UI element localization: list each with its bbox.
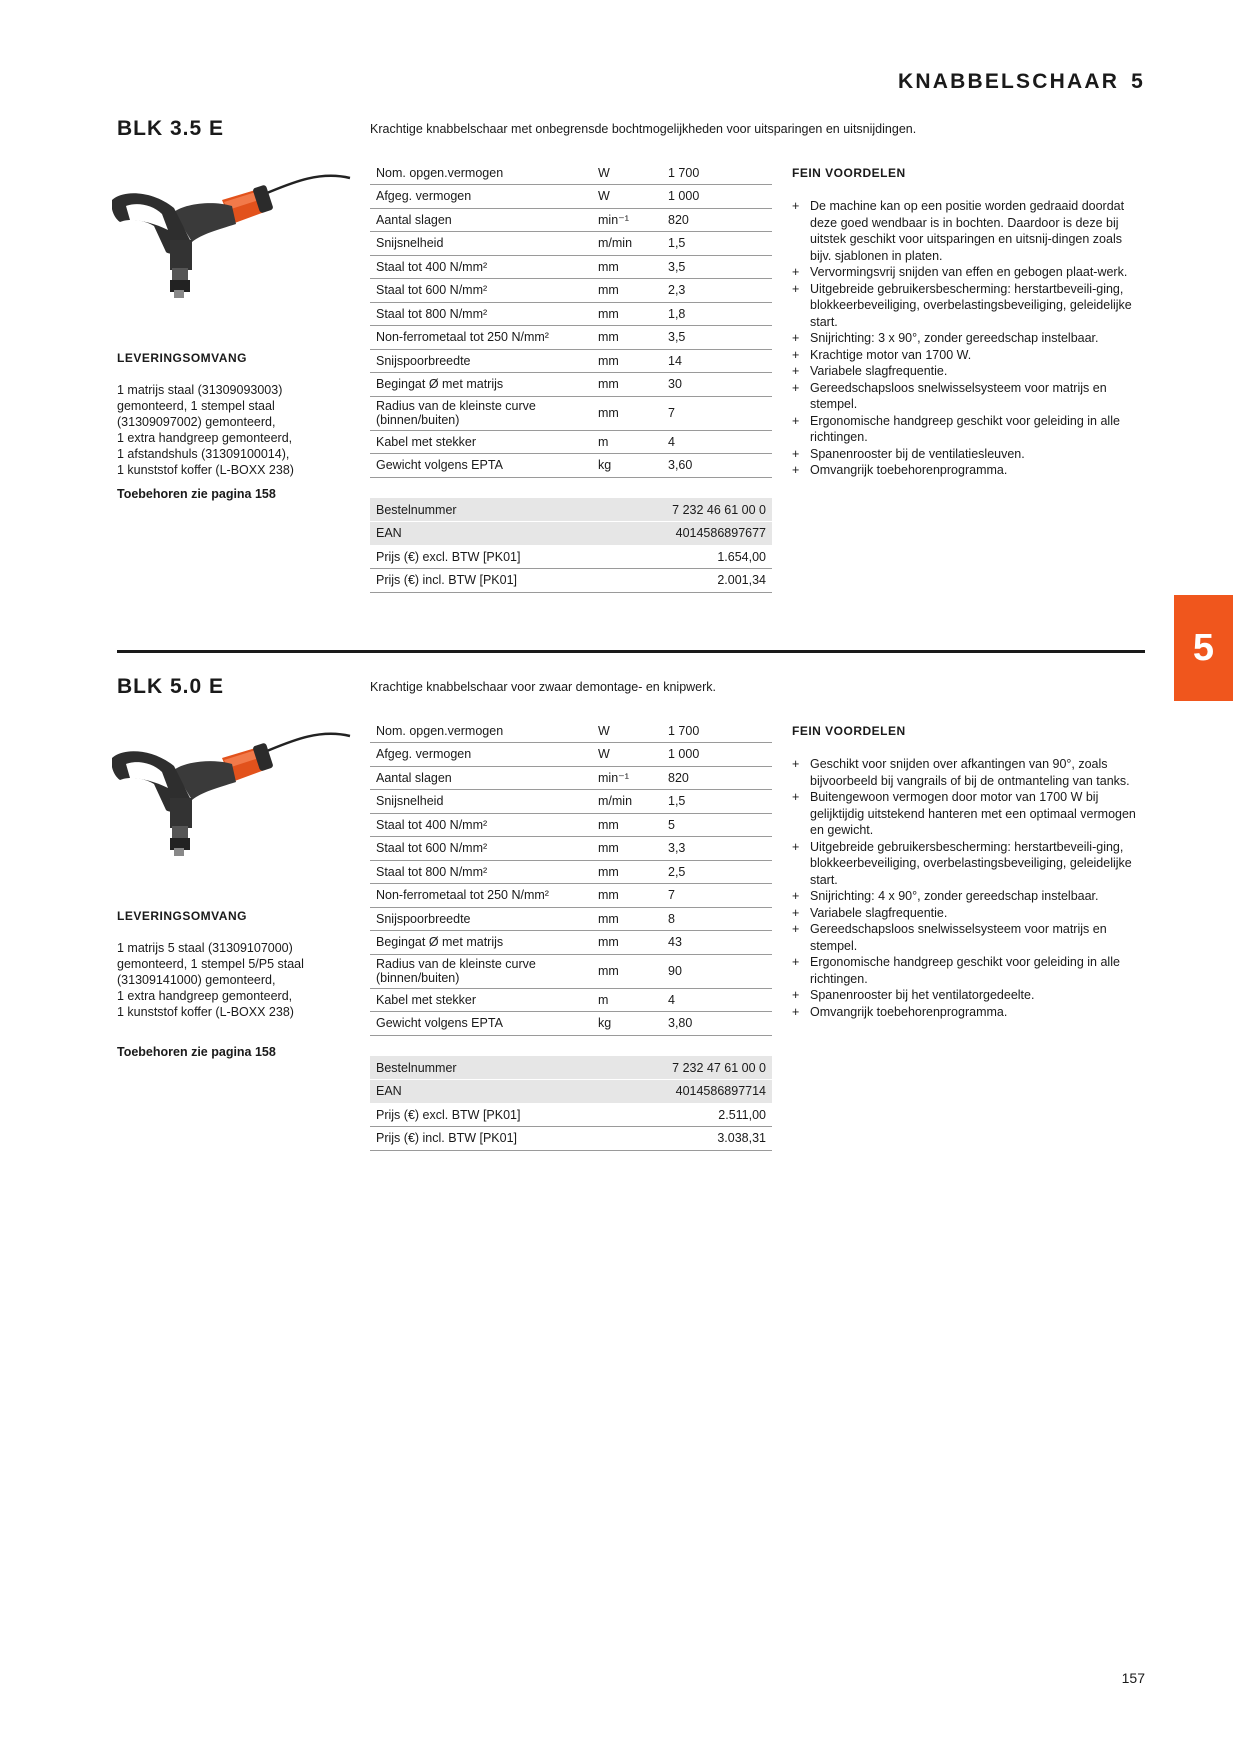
order-label: Prijs (€) excl. BTW [PK01] xyxy=(370,1103,610,1127)
voordeel-item: + Omvangrijk toebehorenprogramma. xyxy=(792,1004,1144,1021)
order-row xyxy=(370,1080,772,1104)
leveringsomvang-line: gemonteerd, 1 stempel 5/P5 staal xyxy=(117,957,304,971)
leveringsomvang-line: 1 matrijs 5 staal (31309107000) xyxy=(117,941,293,955)
voordeel-item: + Omvangrijk toebehorenprogramma. xyxy=(792,462,1144,479)
chapter-tab[interactable]: 5 xyxy=(1174,595,1233,701)
spec-value: 1 700 xyxy=(662,719,772,743)
order-label: Bestelnummer xyxy=(370,1056,610,1080)
leveringsomvang-line: gemonteerd, 1 stempel staal xyxy=(117,399,275,413)
spec-row xyxy=(370,907,772,931)
spec-unit: kg xyxy=(592,1012,662,1036)
voordeel-item: + Spanenrooster bij het ventilatorgedeelte. xyxy=(792,987,1144,1004)
spec-value: 1 700 xyxy=(662,161,772,185)
spec-value: 43 xyxy=(662,931,772,955)
spec-row xyxy=(370,719,772,743)
spec-unit: m/min xyxy=(592,232,662,256)
spec-unit: W xyxy=(592,161,662,185)
order-row xyxy=(370,498,772,522)
spec-unit: mm xyxy=(592,837,662,861)
order-value: 7 232 47 61 00 0 xyxy=(610,1056,772,1080)
spec-label: Nom. opgen.vermogen xyxy=(370,719,592,743)
spec-unit: W xyxy=(592,185,662,209)
spec-row xyxy=(370,349,772,373)
leveringsomvang-line: 1 kunststof koffer (L-BOXX 238) xyxy=(117,463,294,477)
voordeel-item: + Spanenrooster bij de ventilatiesleuven. xyxy=(792,446,1144,463)
spec-label: Staal tot 800 N/mm² xyxy=(370,860,592,884)
spec-label: Afgeg. vermogen xyxy=(370,743,592,767)
order-label: Prijs (€) incl. BTW [PK01] xyxy=(370,1127,610,1151)
order-row xyxy=(370,1127,772,1151)
fein-voordelen-heading: FEIN VOORDELEN xyxy=(792,166,906,180)
spec-label: Nom. opgen.vermogen xyxy=(370,161,592,185)
order-label: Prijs (€) excl. BTW [PK01] xyxy=(370,545,610,569)
leveringsomvang-text xyxy=(117,382,337,478)
spec-label: Kabel met stekker xyxy=(370,988,592,1012)
voordeel-item: + Vervormingsvrij snijden van effen en gebogen plaat-werk. xyxy=(792,264,1144,281)
spec-row xyxy=(370,396,772,430)
spec-label: Staal tot 400 N/mm² xyxy=(370,255,592,279)
leveringsomvang-line: (31309141000) gemonteerd, xyxy=(117,973,276,987)
fein-voordelen-heading: FEIN VOORDELEN xyxy=(792,724,906,738)
spec-unit: mm xyxy=(592,813,662,837)
spec-row xyxy=(370,279,772,303)
order-value: 7 232 46 61 00 0 xyxy=(610,498,772,522)
order-label: EAN xyxy=(370,1080,610,1104)
spec-unit: mm xyxy=(592,255,662,279)
spec-row xyxy=(370,884,772,908)
spec-value: 820 xyxy=(662,766,772,790)
product-description: Krachtige knabbelschaar met onbegrensde bochtmogelijkheden voor uitsparingen en uitsnijdingen. xyxy=(370,122,917,136)
voordeel-item: + De machine kan op een positie worden gedraaid doordat deze goed wendbaar is in bochten. Daardoor is deze bij uitstek geschikt voor uitsparingen en uitsnij-dingen zoals bijv. sjablonen in platen. xyxy=(792,198,1144,264)
spec-label: Snijsnelheid xyxy=(370,790,592,814)
spec-label: Radius van de kleinste curve (binnen/buiten) xyxy=(370,954,592,988)
spec-label: Staal tot 600 N/mm² xyxy=(370,279,592,303)
order-label: EAN xyxy=(370,522,610,546)
leveringsomvang-line: 1 kunststof koffer (L-BOXX 238) xyxy=(117,1005,294,1019)
spec-label: Snijspoorbreedte xyxy=(370,907,592,931)
spec-label: Snijspoorbreedte xyxy=(370,349,592,373)
voordeel-item: + Gereedschapsloos snelwisselsysteem voor matrijs en stempel. xyxy=(792,921,1144,954)
spec-label: Kabel met stekker xyxy=(370,430,592,454)
voordeel-item: + Ergonomische handgreep geschikt voor geleiding in alle richtingen. xyxy=(792,413,1144,446)
spec-label: Radius van de kleinste curve (binnen/buiten) xyxy=(370,396,592,430)
toebehoren-link[interactable]: Toebehoren zie pagina 158 xyxy=(117,487,276,501)
spec-label: Begingat Ø met matrijs xyxy=(370,931,592,955)
spec-unit: W xyxy=(592,743,662,767)
voordeel-item: + Variabele slagfrequentie. xyxy=(792,905,1144,922)
leveringsomvang-line: 1 extra handgreep gemonteerd, xyxy=(117,431,293,445)
spec-value: 4 xyxy=(662,430,772,454)
order-row xyxy=(370,1103,772,1127)
product-title: BLK 3.5 E xyxy=(117,117,225,140)
spec-row xyxy=(370,430,772,454)
product-description: Krachtige knabbelschaar voor zwaar demontage- en knipwerk. xyxy=(370,680,717,694)
spec-table xyxy=(370,161,772,478)
order-value: 1.654,00 xyxy=(610,545,772,569)
spec-row xyxy=(370,302,772,326)
spec-value: 7 xyxy=(662,396,772,430)
nibbler-tool-image xyxy=(112,718,352,878)
leveringsomvang-line: 1 afstandshuls (31309100014), xyxy=(117,447,290,461)
spec-row xyxy=(370,185,772,209)
spec-unit: kg xyxy=(592,454,662,478)
spec-value: 14 xyxy=(662,349,772,373)
spec-value: 3,5 xyxy=(662,255,772,279)
spec-unit: m xyxy=(592,988,662,1012)
spec-label: Snijsnelheid xyxy=(370,232,592,256)
spec-value: 3,3 xyxy=(662,837,772,861)
voordeel-item: + Uitgebreide gebruikersbescherming: herstartbeveili-ging, blokkeerbeveiliging, overbelastingsbeveiliging, geleidelijke start. xyxy=(792,839,1144,889)
spec-unit: mm xyxy=(592,326,662,350)
spec-label: Gewicht volgens EPTA xyxy=(370,454,592,478)
spec-row xyxy=(370,232,772,256)
spec-label: Staal tot 400 N/mm² xyxy=(370,813,592,837)
toebehoren-link[interactable]: Toebehoren zie pagina 158 xyxy=(117,1045,276,1059)
order-value: 4014586897714 xyxy=(610,1080,772,1104)
product-title: BLK 5.0 E xyxy=(117,675,225,698)
spec-value: 3,60 xyxy=(662,454,772,478)
spec-unit: mm xyxy=(592,860,662,884)
page-number: 157 xyxy=(1121,1670,1145,1686)
spec-row xyxy=(370,837,772,861)
spec-label: Aantal slagen xyxy=(370,208,592,232)
spec-row xyxy=(370,373,772,397)
voordeel-item: + Uitgebreide gebruikersbescherming: herstartbeveili-ging, blokkeerbeveiliging, overbelastingsbeveiliging, geleidelijke start. xyxy=(792,281,1144,331)
spec-unit: min⁻¹ xyxy=(592,766,662,790)
spec-row xyxy=(370,255,772,279)
voordeel-item: + Ergonomische handgreep geschikt voor geleiding in alle richtingen. xyxy=(792,954,1144,987)
fein-voordelen-list xyxy=(792,756,1144,1020)
spec-value: 1,8 xyxy=(662,302,772,326)
spec-unit: mm xyxy=(592,884,662,908)
spec-value: 8 xyxy=(662,907,772,931)
spec-row xyxy=(370,931,772,955)
spec-unit: min⁻¹ xyxy=(592,208,662,232)
spec-unit: mm xyxy=(592,954,662,988)
order-label: Prijs (€) incl. BTW [PK01] xyxy=(370,569,610,593)
spec-value: 5 xyxy=(662,813,772,837)
spec-label: Aantal slagen xyxy=(370,766,592,790)
order-row xyxy=(370,522,772,546)
spec-label: Staal tot 600 N/mm² xyxy=(370,837,592,861)
spec-row xyxy=(370,954,772,988)
spec-value: 7 xyxy=(662,884,772,908)
spec-row xyxy=(370,743,772,767)
spec-row xyxy=(370,454,772,478)
product-section xyxy=(0,558,1240,1146)
spec-value: 4 xyxy=(662,988,772,1012)
order-row xyxy=(370,1056,772,1080)
nibbler-tool-image xyxy=(112,160,352,320)
spec-value: 1,5 xyxy=(662,790,772,814)
spec-value: 820 xyxy=(662,208,772,232)
spec-value: 3,5 xyxy=(662,326,772,350)
header-title: KNABBELSCHAAR xyxy=(898,70,1120,93)
spec-row xyxy=(370,1012,772,1036)
spec-unit: mm xyxy=(592,373,662,397)
spec-row xyxy=(370,766,772,790)
spec-unit: m xyxy=(592,430,662,454)
spec-label: Begingat Ø met matrijs xyxy=(370,373,592,397)
voordeel-item: + Snijrichting: 3 x 90°, zonder gereedschap instelbaar. xyxy=(792,330,1144,347)
spec-unit: mm xyxy=(592,349,662,373)
voordeel-item: + Gereedschapsloos snelwisselsysteem voor matrijs en stempel. xyxy=(792,380,1144,413)
leveringsomvang-line: 1 matrijs staal (31309093003) xyxy=(117,383,283,397)
spec-unit: W xyxy=(592,719,662,743)
spec-value: 2,5 xyxy=(662,860,772,884)
spec-value: 3,80 xyxy=(662,1012,772,1036)
order-value: 2.511,00 xyxy=(610,1103,772,1127)
spec-row xyxy=(370,988,772,1012)
voordeel-item: + Buitengewoon vermogen door motor van 1700 W bij gelijktijdig uitstekend hanteren met een optimaal vermogen en gewicht. xyxy=(792,789,1144,839)
spec-value: 30 xyxy=(662,373,772,397)
spec-value: 90 xyxy=(662,954,772,988)
spec-label: Non-ferrometaal tot 250 N/mm² xyxy=(370,326,592,350)
fein-voordelen-list xyxy=(792,198,1144,479)
spec-value: 1,5 xyxy=(662,232,772,256)
header-chapter-number: 5 xyxy=(1131,70,1145,93)
spec-row xyxy=(370,161,772,185)
leveringsomvang-line: 1 extra handgreep gemonteerd, xyxy=(117,989,293,1003)
voordeel-item: + Snijrichting: 4 x 90°, zonder gereedschap instelbaar. xyxy=(792,888,1144,905)
leveringsomvang-heading: LEVERINGSOMVANG xyxy=(117,351,247,365)
spec-label: Gewicht volgens EPTA xyxy=(370,1012,592,1036)
spec-value: 2,3 xyxy=(662,279,772,303)
spec-unit: mm xyxy=(592,302,662,326)
order-label: Bestelnummer xyxy=(370,498,610,522)
spec-row xyxy=(370,813,772,837)
spec-value: 1 000 xyxy=(662,743,772,767)
order-value: 3.038,31 xyxy=(610,1127,772,1151)
spec-label: Non-ferrometaal tot 250 N/mm² xyxy=(370,884,592,908)
spec-label: Staal tot 800 N/mm² xyxy=(370,302,592,326)
voordeel-item: + Krachtige motor van 1700 W. xyxy=(792,347,1144,364)
order-value: 2.001,34 xyxy=(610,569,772,593)
voordeel-item: + Variabele slagfrequentie. xyxy=(792,363,1144,380)
spec-unit: m/min xyxy=(592,790,662,814)
voordeel-item: + Geschikt voor snijden over afkantingen van 90°, zoals bijvoorbeeld bij vangrails of bij de ontmanteling van tanks. xyxy=(792,756,1144,789)
spec-unit: mm xyxy=(592,931,662,955)
product-section xyxy=(0,0,1240,588)
spec-row xyxy=(370,208,772,232)
leveringsomvang-heading: LEVERINGSOMVANG xyxy=(117,909,247,923)
leveringsomvang-text xyxy=(117,940,337,1020)
spec-row xyxy=(370,326,772,350)
spec-table xyxy=(370,719,772,1036)
spec-label: Afgeg. vermogen xyxy=(370,185,592,209)
spec-unit: mm xyxy=(592,396,662,430)
order-table xyxy=(370,1056,772,1151)
order-value: 4014586897677 xyxy=(610,522,772,546)
spec-row xyxy=(370,790,772,814)
spec-value: 1 000 xyxy=(662,185,772,209)
leveringsomvang-line: (31309097002) gemonteerd, xyxy=(117,415,276,429)
spec-unit: mm xyxy=(592,279,662,303)
spec-unit: mm xyxy=(592,907,662,931)
spec-row xyxy=(370,860,772,884)
